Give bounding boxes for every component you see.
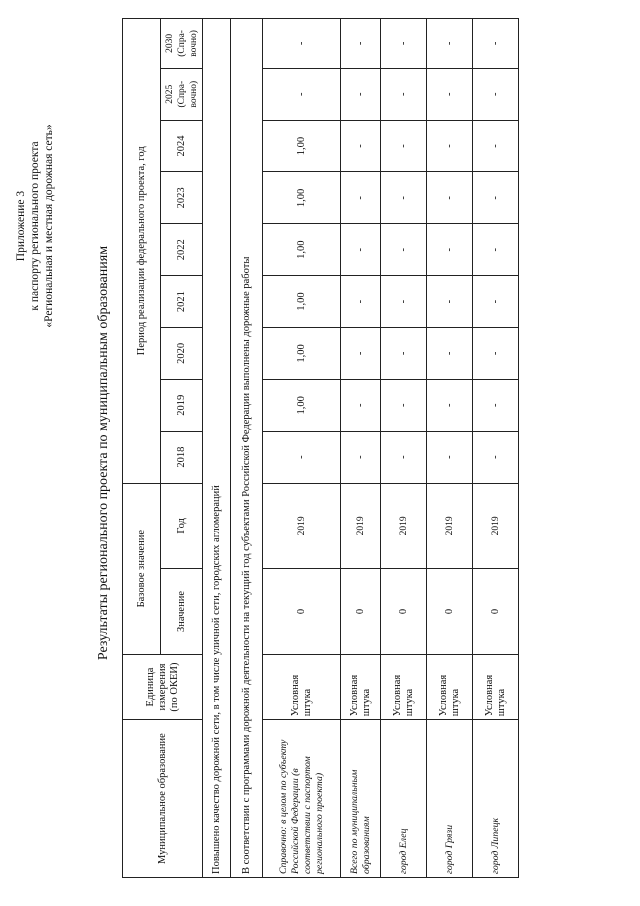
row-value-2020: 1,00 [263,327,341,379]
row-value-2023: - [427,172,473,224]
row-value-2018: - [381,431,427,483]
appendix-number: Приложение 3 [15,190,27,262]
row-unit: Условная штука [341,654,381,719]
row-value-2019: 1,00 [263,379,341,431]
row-value-2023: - [381,172,427,224]
row-value-2019: - [381,379,427,431]
header-base-year: Год [161,483,203,569]
results-table [122,18,519,878]
header-year-2025: 2025 (Спра-вочно) [161,68,203,120]
page-title: Результаты регионального проекта по муниципальным образованиям [96,245,111,661]
header-year-2019: 2019 [161,379,203,431]
row-value-2024: - [427,120,473,172]
row-value-2021: - [473,276,519,328]
row-value-2021: 1,00 [263,276,341,328]
row-value-2019: - [473,379,519,431]
row-value-2023: 1,00 [263,172,341,224]
row-value-2024: - [381,120,427,172]
row-base-year: 2019 [381,483,427,569]
row-base-year: 2019 [341,483,381,569]
section-task: В соответствии с программами дорожной деятельности на текущий год субъектами Российской Федерации выполнены дорожные работы [231,19,263,878]
row-value-2023: - [341,172,381,224]
row-value-2024: - [473,120,519,172]
row-base-value: 0 [381,569,427,655]
header-year-2021: 2021 [161,276,203,328]
row-value-2030: - [427,19,473,69]
row-value-2024: - [341,120,381,172]
row-municipality: Всего по муниципальным образованиям [341,720,381,878]
row-base-value: 0 [473,569,519,655]
row-value-2018: - [341,431,381,483]
section-task-row [231,19,263,878]
table-row [263,19,341,878]
row-value-2025: - [263,68,341,120]
row-value-2021: - [341,276,381,328]
table-row [473,19,519,878]
row-value-2030: - [381,19,427,69]
header-year-2022: 2022 [161,224,203,276]
row-value-2025: - [427,68,473,120]
section-goal-row [203,19,231,878]
row-value-2019: - [427,379,473,431]
row-base-value: 0 [263,569,341,655]
row-value-2020: - [381,327,427,379]
row-base-year: 2019 [427,483,473,569]
appendix-project-name: «Региональная и местная дорожная сеть» [43,124,55,328]
row-value-2030: - [473,19,519,69]
row-value-2021: - [381,276,427,328]
table-row [341,19,381,878]
row-value-2022: - [473,224,519,276]
header-year-2020: 2020 [161,327,203,379]
header-year-2023: 2023 [161,172,203,224]
header-unit: Единица измерения (по ОКЕИ) [123,654,203,719]
row-value-2024: 1,00 [263,120,341,172]
row-municipality: Справочно: в целом по субъекту Российской Федерации (в соответствии с паспортом регионального проекта) [263,720,341,878]
row-value-2025: - [473,68,519,120]
row-value-2025: - [341,68,381,120]
row-unit: Условная штука [473,654,519,719]
row-unit: Условная штука [263,654,341,719]
row-municipality: город Грязи [427,720,473,878]
row-base-year: 2019 [473,483,519,569]
row-base-value: 0 [341,569,381,655]
row-unit: Условная штука [381,654,427,719]
row-municipality: город Елец [381,720,427,878]
row-value-2022: - [427,224,473,276]
appendix-header [14,16,56,436]
row-unit: Условная штука [427,654,473,719]
header-row-top [123,19,161,878]
appendix-reference: к паспорту регионального проекта [29,141,41,311]
row-municipality: город Липецк [473,720,519,878]
row-value-2023: - [473,172,519,224]
row-value-2020: - [473,327,519,379]
row-value-2018: - [263,431,341,483]
header-year-2024: 2024 [161,120,203,172]
row-value-2030: - [341,19,381,69]
header-base: Базовое значение [123,483,161,654]
row-value-2022: 1,00 [263,224,341,276]
table-row [427,19,473,878]
row-value-2020: - [341,327,381,379]
row-value-2020: - [427,327,473,379]
row-value-2022: - [381,224,427,276]
row-value-2018: - [473,431,519,483]
row-value-2018: - [427,431,473,483]
row-value-2025: - [381,68,427,120]
table-row [381,19,427,878]
row-base-year: 2019 [263,483,341,569]
header-base-value: Значение [161,569,203,655]
header-year-2030: 2030 (Спра-вочно) [161,19,203,69]
header-year-2018: 2018 [161,431,203,483]
row-value-2021: - [427,276,473,328]
header-period: Период реализации федерального проекта, год [123,19,161,484]
row-value-2022: - [341,224,381,276]
row-base-value: 0 [427,569,473,655]
row-value-2030: - [263,19,341,69]
header-municipality: Муниципальное образование [123,720,203,878]
section-goal: Повышено качество дорожной сети, в том числе уличной сети, городских агломераций [203,19,231,878]
row-value-2019: - [341,379,381,431]
